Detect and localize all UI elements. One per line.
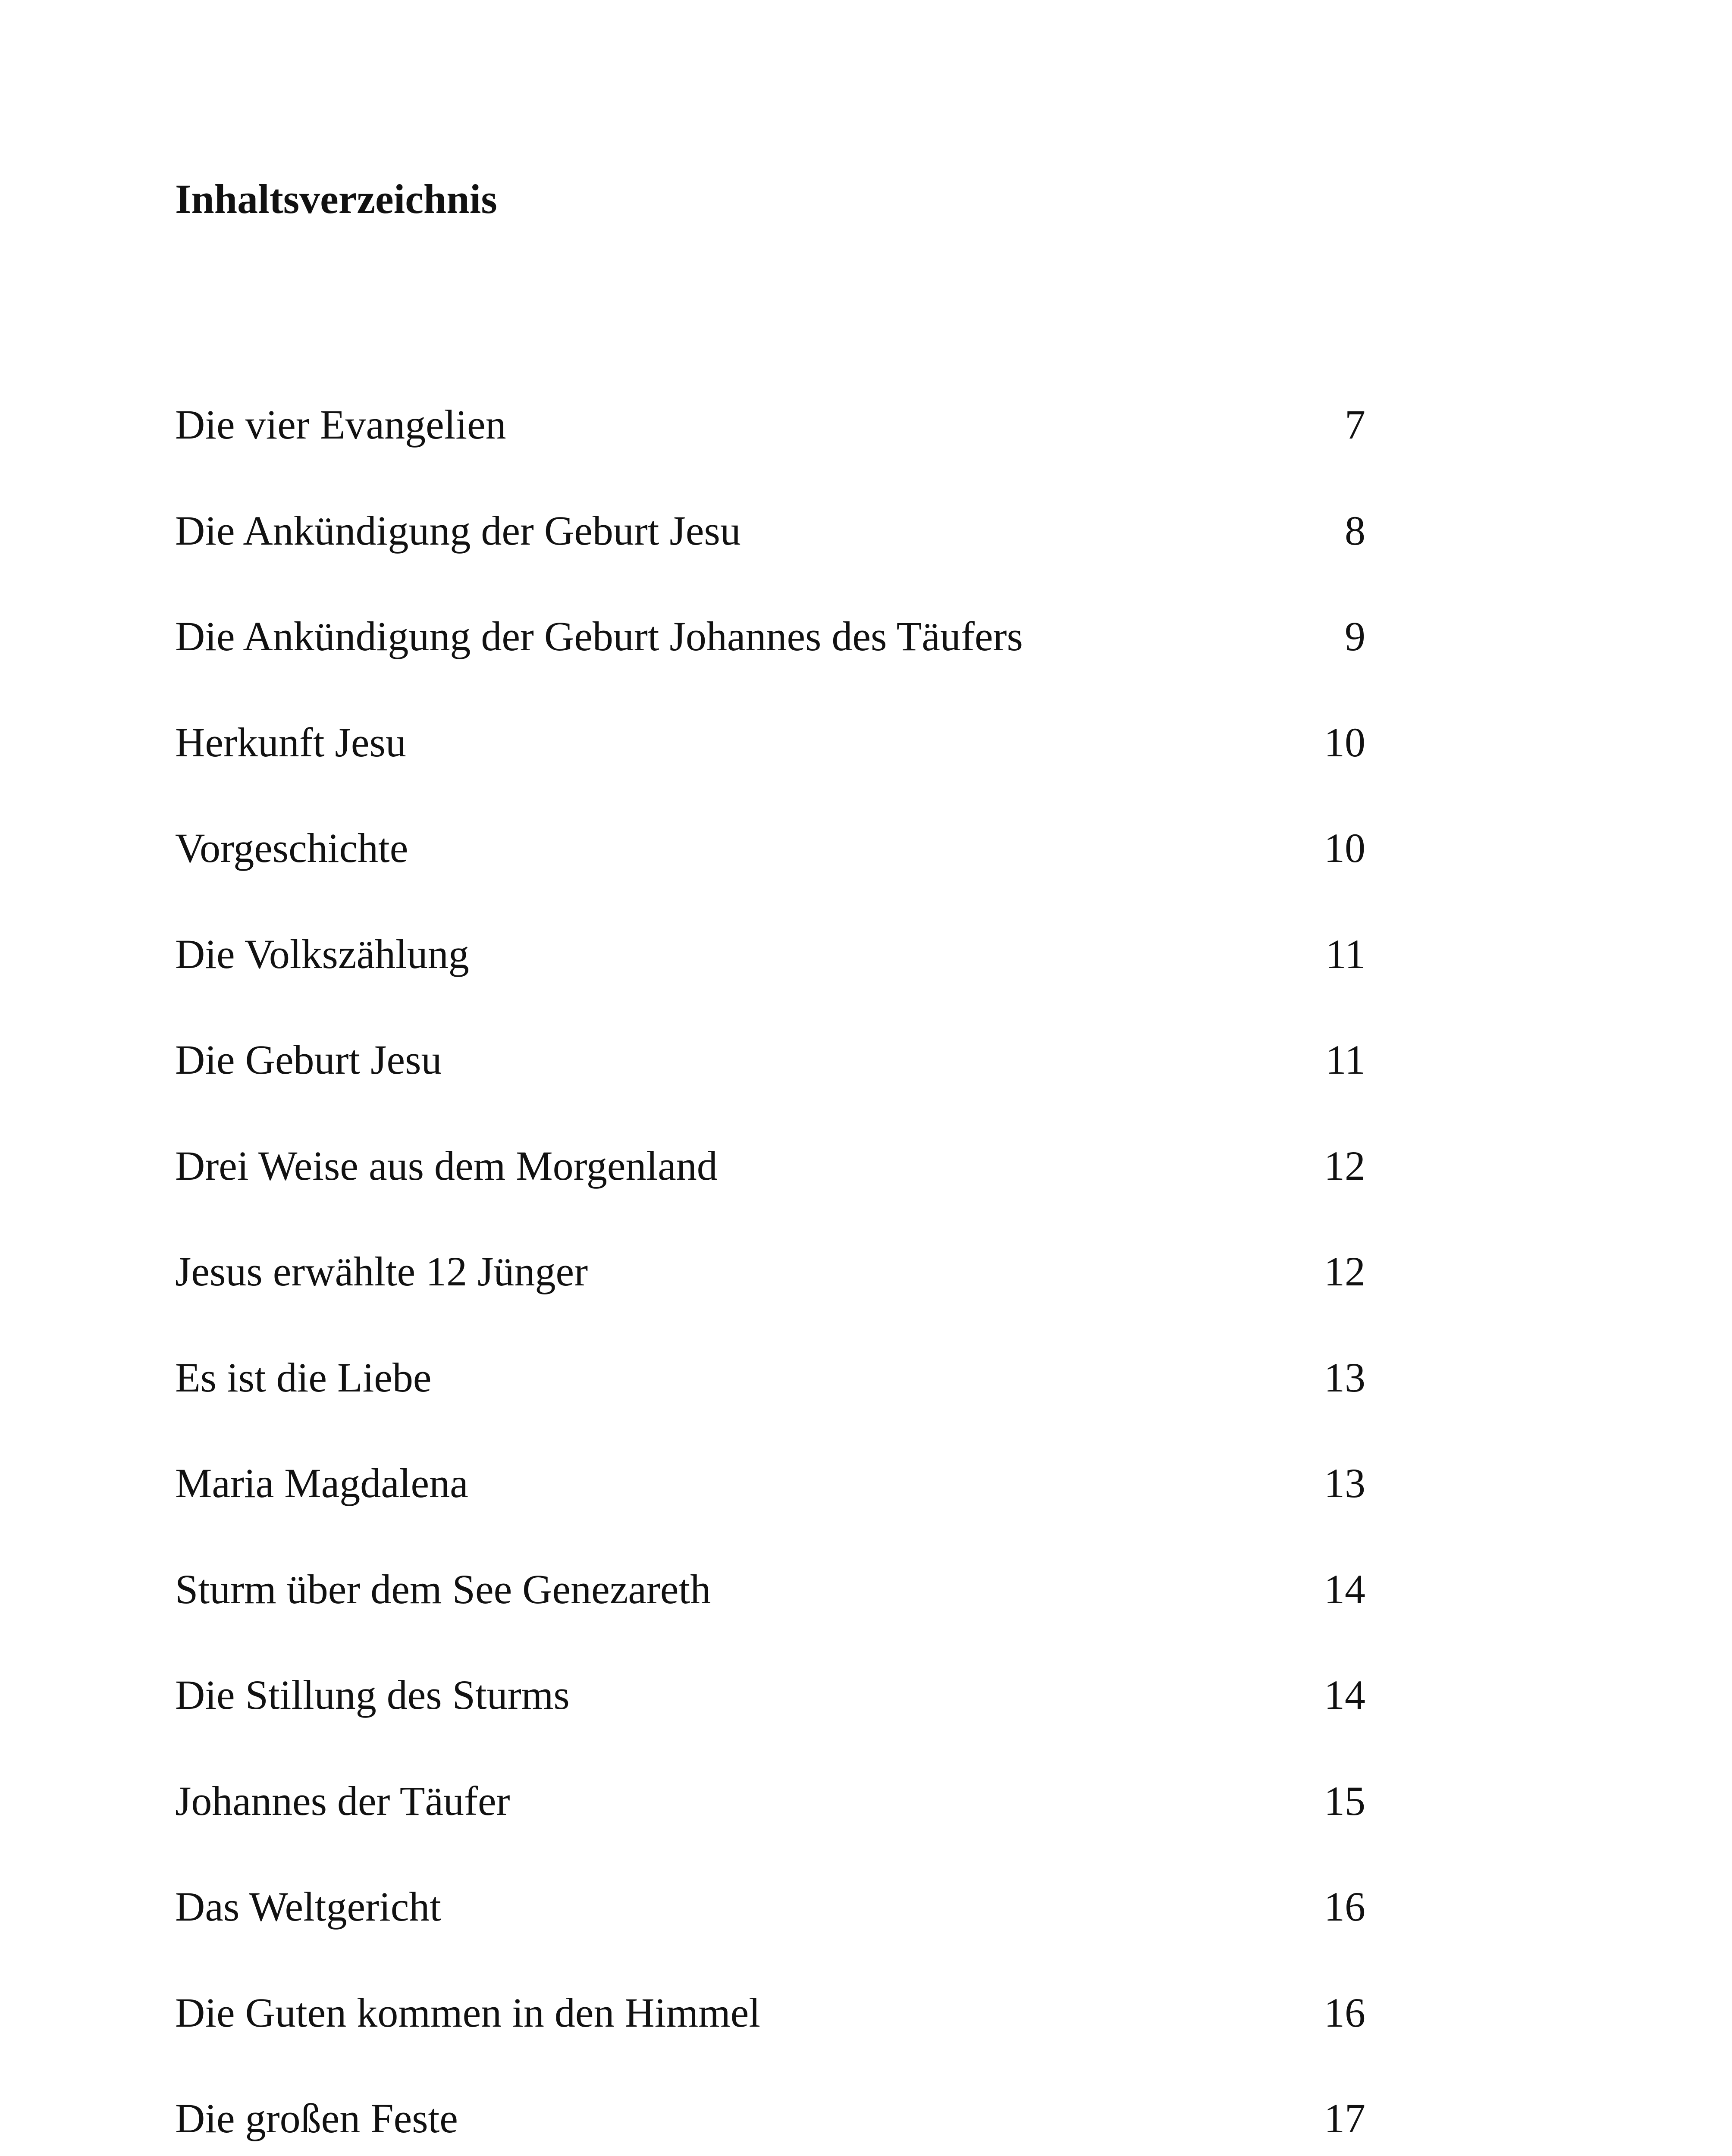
toc-entry-title: Die großen Feste (175, 2095, 458, 2141)
toc-entry (175, 1352, 1365, 1458)
table-of-contents (175, 399, 1365, 2156)
toc-entry-title: Die vier Evangelien (175, 401, 506, 448)
toc-entry-page-number: 10 (1324, 719, 1365, 765)
toc-entry-page-number: 8 (1345, 507, 1365, 554)
toc-entry (175, 505, 1365, 611)
toc-entry (175, 1987, 1365, 2093)
toc-entry-page-number: 15 (1324, 1777, 1365, 1824)
toc-entry (175, 1246, 1365, 1352)
toc-entry-page-number: 10 (1324, 825, 1365, 871)
toc-entry-title: Drei Weise aus dem Morgenland (175, 1142, 718, 1189)
toc-entry-title: Die Ankündigung der Geburt Johannes des Täufers (175, 613, 1023, 659)
toc-entry-page-number: 11 (1325, 1037, 1365, 1083)
toc-entry (175, 611, 1365, 717)
toc-entry-title: Die Volkszählung (175, 931, 469, 977)
toc-entry-title: Die Geburt Jesu (175, 1037, 442, 1083)
toc-entry (175, 822, 1365, 928)
toc-entry-title: Herkunft Jesu (175, 719, 406, 765)
toc-entry-title: Sturm über dem See Genezareth (175, 1566, 711, 1612)
toc-entry-page-number: 12 (1324, 1142, 1365, 1189)
toc-entry-page-number: 13 (1324, 1460, 1365, 1506)
toc-entry-title: Die Guten kommen in den Himmel (175, 1989, 761, 2036)
toc-entry-page-number: 16 (1324, 1989, 1365, 2036)
toc-entry (175, 1457, 1365, 1564)
toc-entry-page-number: 11 (1325, 931, 1365, 977)
toc-entry (175, 1034, 1365, 1140)
toc-entry (175, 717, 1365, 823)
toc-entry-page-number: 17 (1324, 2095, 1365, 2141)
toc-entry (175, 1669, 1365, 1775)
toc-entry-title: Das Weltgericht (175, 1883, 441, 1930)
toc-entry (175, 1564, 1365, 1670)
toc-entry-page-number: 7 (1345, 401, 1365, 448)
page-title: Inhaltsverzeichnis (175, 176, 497, 222)
toc-entry-title: Es ist die Liebe (175, 1354, 432, 1401)
toc-entry-title: Die Stillung des Sturms (175, 1672, 570, 1718)
toc-entry-page-number: 14 (1324, 1672, 1365, 1718)
toc-entry-title: Die Ankündigung der Geburt Jesu (175, 507, 741, 554)
toc-entry-page-number: 9 (1345, 613, 1365, 659)
toc-entry-title: Jesus erwählte 12 Jünger (175, 1248, 588, 1294)
toc-entry (175, 399, 1365, 505)
toc-entry (175, 1775, 1365, 1881)
toc-entry (175, 1881, 1365, 1987)
toc-entry (175, 1140, 1365, 1246)
toc-entry-title: Johannes der Täufer (175, 1777, 510, 1824)
toc-entry-page-number: 16 (1324, 1883, 1365, 1930)
toc-entry-page-number: 13 (1324, 1354, 1365, 1401)
toc-entry-page-number: 12 (1324, 1248, 1365, 1294)
toc-entry-title: Vorgeschichte (175, 825, 408, 871)
toc-entry-title: Maria Magdalena (175, 1460, 468, 1506)
toc-entry (175, 928, 1365, 1034)
toc-entry (175, 2093, 1365, 2156)
toc-entry-page-number: 14 (1324, 1566, 1365, 1612)
